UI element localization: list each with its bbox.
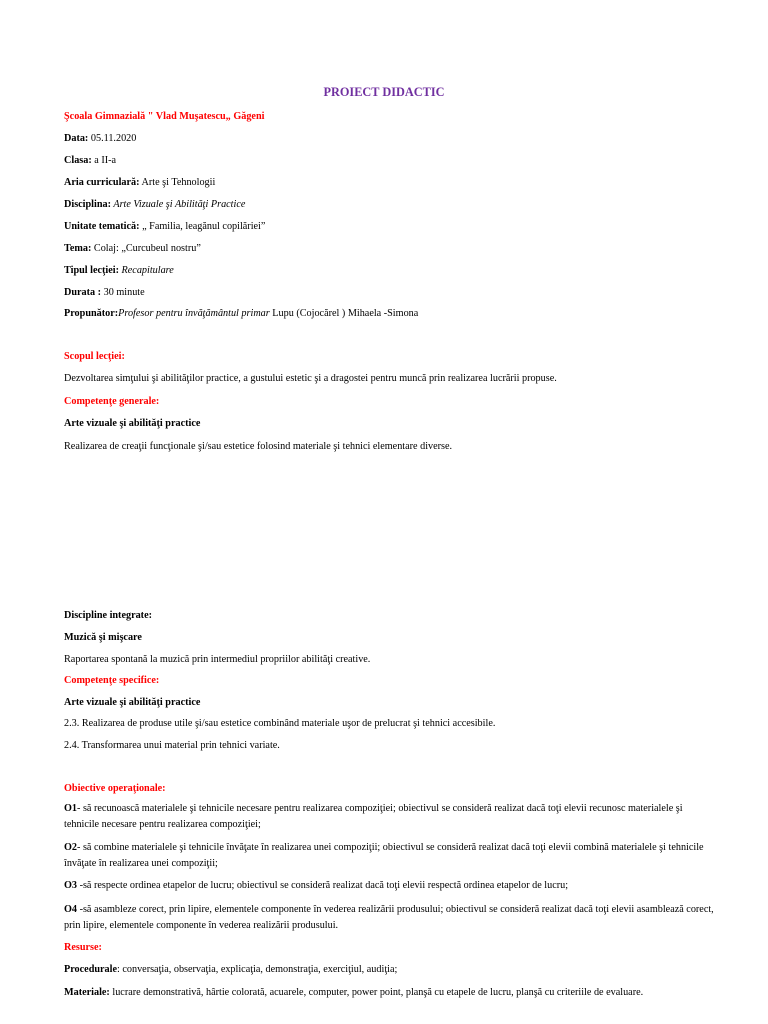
field-value: Arte şi Tehnologii (139, 177, 216, 188)
field-curricular-area (64, 176, 215, 189)
field-value: Arte Vizuale şi Abilităţi Practice (110, 199, 246, 210)
field-value: Lupu (Cojocărel ) Mihaela -Simona (269, 308, 419, 319)
field-lesson-type (64, 264, 174, 277)
document-title: PROIECT DIDACTIC (323, 85, 445, 99)
field-class (64, 154, 116, 167)
objectives-heading: Obiective operaţionale: (64, 783, 166, 794)
scope-text: Dezvoltarea simţului şi abilităţilor practice, a gustului estetic şi a dragostei pentru muncă prin realizarea lucrării propuse. (64, 373, 557, 384)
integrated-disciplines-subheading: Muzică şi mişcare (64, 632, 142, 643)
objective-item: O1- să recunoască materialele şi tehnicile necesare pentru realizarea compoziţiei; obiectivul se consideră realizat dacă toţi elevii recunosc materialele şi tehnicile necesare pentru realizarea compoziţiei; (64, 803, 683, 830)
field-duration (64, 286, 145, 299)
field-date (64, 132, 136, 145)
field-value: 05.11.2020 (88, 133, 137, 144)
field-value: Recapitulare (119, 265, 174, 276)
field-discipline (64, 198, 245, 211)
field-theme (64, 242, 201, 255)
field-label: Durata : (64, 287, 102, 298)
objective-item: O2- să combine materialele şi tehnicile învăţate în realizarea unei compoziţii; obiectivul se consideră realizat dacă toţi elevii combină materialele şi tehnicile învăţate în realizarea unei compoziţii; (64, 842, 704, 869)
field-label: Clasa: (64, 155, 92, 166)
field-value: a II-a (91, 155, 117, 166)
school-name: Şcoala Gimnazială " Vlad Muşatescu„ Găgeni (64, 111, 265, 122)
specific-competence-item: 2.4. Transformarea unui material prin tehnici variate. (64, 740, 280, 751)
resource-item: Materiale: lucrare demonstrativă, hârtie colorată, acuarele, computer, power point, planşă cu etapele de lucru, planşă cu criteriile de evaluare. (64, 987, 644, 998)
specific-competences-subheading: Arte vizuale şi abilităţi practice (64, 697, 201, 708)
field-label: Propunător: (64, 308, 119, 319)
field-proposer (64, 307, 418, 320)
field-value: 30 minute (101, 287, 145, 298)
field-label: Tema: (64, 243, 92, 254)
general-competences-text: Realizarea de creaţii funcţionale şi/sau estetice folosind materiale şi tehnici elementare diverse. (64, 441, 453, 452)
general-competences-heading: Competenţe generale: (64, 396, 160, 407)
scope-heading: Scopul lecţiei: (64, 351, 125, 362)
specific-competences-heading: Competenţe specifice: (64, 675, 160, 686)
field-label: Unitate tematică: (64, 221, 140, 232)
objective-item: O3 -să respecte ordinea etapelor de lucru; obiectivul se consideră realizat dacă toţi elevii respectă ordinea etapelor de lucru; (64, 880, 569, 891)
field-value: „ Familia, leagănul copilăriei” (139, 221, 266, 232)
general-competences-subheading: Arte vizuale şi abilităţi practice (64, 418, 201, 429)
field-thematic-unit (64, 220, 265, 233)
resources-heading: Resurse: (64, 942, 102, 953)
field-label: Disciplina: (64, 199, 111, 210)
field-label: Tipul lecţiei: (64, 265, 119, 276)
field-value-italic: Profesor pentru învăţământul primar (118, 308, 270, 319)
field-label: Aria curriculară: (64, 177, 140, 188)
field-value: Colaj: „Curcubeul nostru” (91, 243, 201, 254)
specific-competence-item: 2.3. Realizarea de produse utile şi/sau estetice combinând materiale uşor de prelucrat şi tehnici accesibile. (64, 718, 496, 729)
integrated-disciplines-text: Raportarea spontană la muzică prin intermediul propriilor abilităţi creative. (64, 654, 371, 665)
integrated-disciplines-heading: Discipline integrate: (64, 610, 152, 621)
objective-item: O4 -să asambleze corect, prin lipire, elementele componente în vederea realizării produsului; obiectivul se consideră realizat dacă toţi elevii asamblează corect, prin lipire, elementele componente în vederea realizării produsului. (64, 904, 714, 931)
field-label: Data: (64, 133, 89, 144)
resource-item: Procedurale: conversaţia, observaţia, explicaţia, demonstraţia, exerciţiul, audiţia; (64, 964, 398, 975)
